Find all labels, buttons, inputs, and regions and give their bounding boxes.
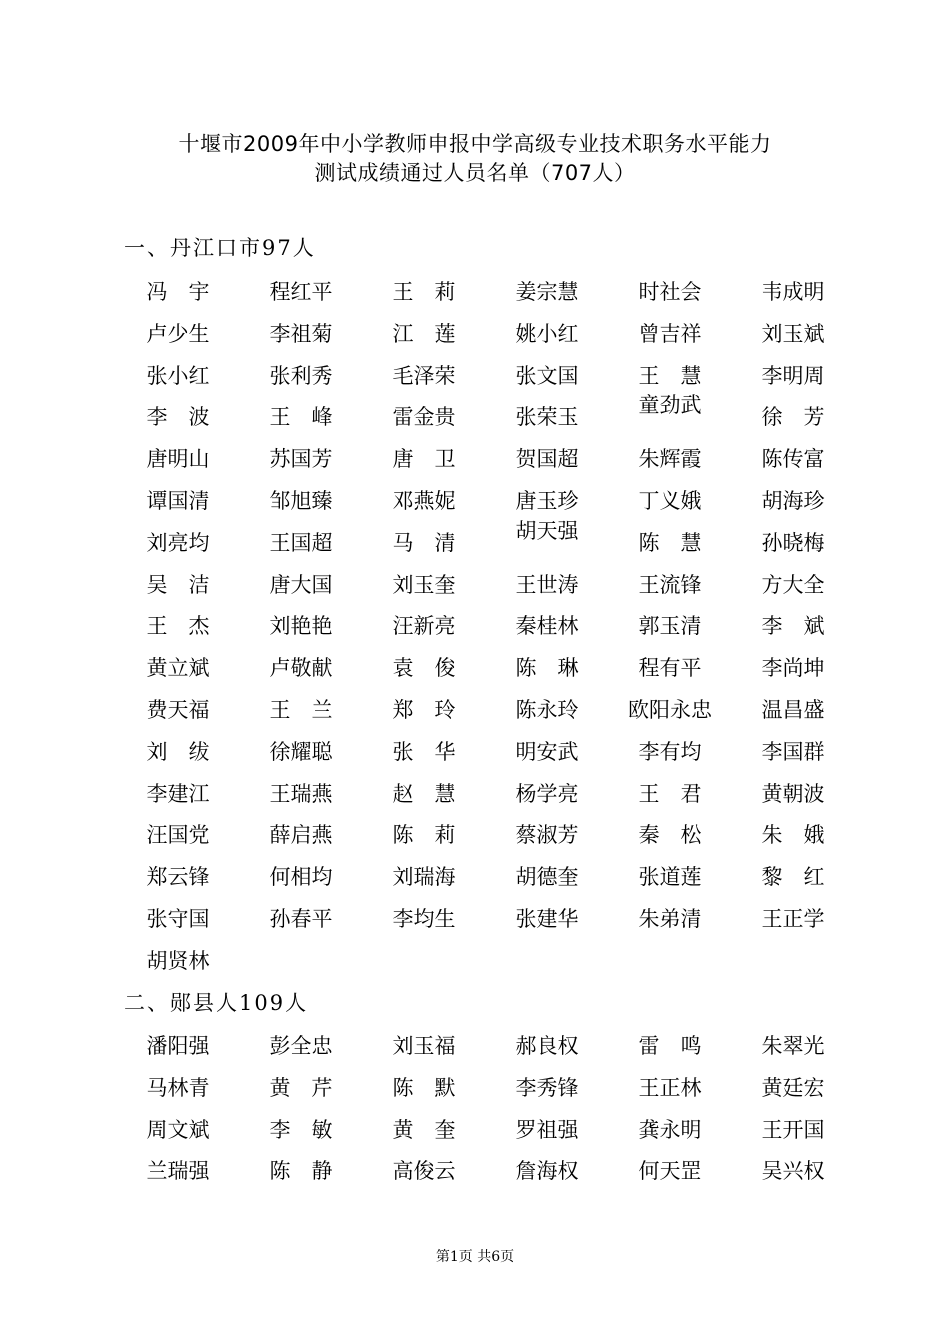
person-name: 王 慧 [638, 363, 702, 388]
person-name: 潘阳强 [146, 1034, 210, 1058]
person-name: 丁义娥 [638, 489, 702, 513]
person-name: 周文斌 [146, 1117, 210, 1142]
person-name: 詹海权 [515, 1159, 579, 1184]
person-name: 罗祖强 [515, 1117, 579, 1142]
section-heading-yunxian: 二、郧县人109人 [124, 991, 309, 1015]
person-name: 孙晓梅 [761, 530, 825, 555]
person-name: 谭国清 [146, 489, 210, 513]
person-name: 朱弟清 [638, 907, 702, 931]
person-name: 张文国 [515, 363, 579, 388]
person-name: 李明周 [761, 363, 825, 388]
person-name: 吴 洁 [146, 572, 210, 597]
person-name: 李国群 [761, 739, 825, 764]
person-name: 李 波 [146, 405, 210, 430]
person-name: 唐明山 [146, 447, 210, 472]
person-name: 张荣玉 [515, 405, 579, 430]
person-name: 朱辉霞 [638, 447, 702, 472]
person-name: 陈 莉 [392, 823, 456, 848]
person-name: 费天福 [146, 698, 210, 722]
person-name: 姜宗慧 [515, 280, 579, 304]
section-heading-danjiangkou: 一、丹江口市97人 [124, 236, 316, 260]
document-title-line-1: 十堰市2009年中小学教师申报中学高级专业技术职务水平能力 [178, 132, 772, 156]
person-name: 苏国芳 [269, 447, 333, 472]
person-name: 何相均 [269, 865, 333, 890]
person-name: 程红平 [269, 280, 333, 304]
person-name: 王 君 [638, 781, 702, 806]
person-name: 郑云锋 [146, 865, 210, 890]
person-name: 李 敏 [269, 1117, 333, 1142]
person-name: 童劲武 [638, 393, 702, 418]
person-name: 李有均 [638, 739, 702, 764]
person-name: 王 杰 [146, 614, 210, 639]
person-name: 邓燕妮 [392, 489, 456, 513]
person-name: 马 清 [392, 530, 456, 555]
person-name: 明安武 [515, 739, 579, 764]
person-name: 陈 默 [392, 1075, 456, 1100]
person-name: 刘 绂 [146, 739, 210, 764]
person-name: 王国超 [269, 530, 333, 555]
person-name: 徐 芳 [761, 405, 825, 430]
person-name: 王流锋 [638, 572, 702, 597]
person-name: 郑 玲 [392, 698, 456, 722]
person-name: 曾吉祥 [638, 321, 702, 346]
person-name: 黎 红 [761, 865, 825, 890]
person-name: 蔡淑芳 [515, 823, 579, 848]
person-name: 卢敬献 [269, 656, 333, 681]
person-name: 邹旭臻 [269, 489, 333, 513]
person-name: 唐 卫 [392, 447, 456, 472]
person-name: 贺国超 [515, 447, 579, 472]
person-name: 王 兰 [269, 698, 333, 722]
person-name: 朱翠光 [761, 1034, 825, 1058]
person-name: 陈 琳 [515, 656, 579, 681]
person-name: 时社会 [638, 280, 702, 304]
person-name: 张守国 [146, 907, 210, 931]
person-name: 雷金贵 [392, 405, 456, 430]
person-name: 吴兴权 [761, 1159, 825, 1184]
person-name: 唐大国 [269, 572, 333, 597]
person-name: 王 峰 [269, 405, 333, 430]
person-name: 胡海珍 [761, 489, 825, 513]
person-name: 汪国党 [146, 823, 210, 848]
person-name: 王 莉 [392, 280, 456, 304]
person-name: 胡天强 [515, 518, 579, 543]
person-name: 薛启燕 [269, 823, 333, 848]
person-name: 秦桂林 [515, 614, 579, 639]
person-name: 卢少生 [146, 321, 210, 346]
document-title-line-2: 测试成绩通过人员名单（707人） [314, 161, 636, 185]
person-name: 徐耀聪 [269, 739, 333, 764]
person-name: 刘玉斌 [761, 321, 825, 346]
person-name: 孙春平 [269, 907, 333, 931]
person-name: 王开国 [761, 1117, 825, 1142]
person-name: 黄 芹 [269, 1075, 333, 1100]
person-name: 刘玉福 [392, 1034, 456, 1058]
person-name: 李祖菊 [269, 321, 333, 346]
person-name: 黄 奎 [392, 1117, 456, 1142]
person-name: 陈传富 [761, 447, 825, 472]
person-name: 龚永明 [638, 1117, 702, 1142]
person-name: 黄立斌 [146, 656, 210, 681]
person-name: 何天罡 [638, 1159, 702, 1184]
person-name: 王瑞燕 [269, 781, 333, 806]
person-name: 雷 鸣 [638, 1034, 702, 1058]
person-name: 胡德奎 [515, 865, 579, 890]
person-name: 方大全 [761, 572, 825, 597]
person-name: 韦成明 [761, 280, 825, 304]
person-name: 朱 娥 [761, 823, 825, 848]
person-name: 刘亮均 [146, 530, 210, 555]
person-name: 江 莲 [392, 321, 456, 346]
person-name: 兰瑞强 [146, 1159, 210, 1184]
person-name: 汪新亮 [392, 614, 456, 639]
person-name: 刘玉奎 [392, 572, 456, 597]
person-name: 冯 宇 [146, 280, 210, 304]
person-name: 李尚坤 [761, 656, 825, 681]
person-name: 张 华 [392, 739, 456, 764]
person-name: 欧阳永忠 [628, 698, 712, 722]
person-name: 毛泽荣 [392, 363, 456, 388]
person-name: 李 斌 [761, 614, 825, 639]
person-name: 杨学亮 [515, 781, 579, 806]
person-name: 张小红 [146, 363, 210, 388]
person-name: 刘瑞海 [392, 865, 456, 890]
person-name: 袁 俊 [392, 656, 456, 681]
person-name: 程有平 [638, 656, 702, 681]
person-name: 郭玉清 [638, 614, 702, 639]
person-name: 张道莲 [638, 865, 702, 890]
person-name: 赵 慧 [392, 781, 456, 806]
person-name: 王正学 [761, 907, 825, 931]
person-name: 李秀锋 [515, 1075, 579, 1100]
person-name: 郝良权 [515, 1034, 579, 1058]
person-name: 陈 慧 [638, 530, 702, 555]
person-name: 彭全忠 [269, 1034, 333, 1058]
person-name: 李均生 [392, 907, 456, 931]
person-name: 秦 松 [638, 823, 702, 848]
person-name: 高俊云 [392, 1159, 456, 1184]
person-name: 李建江 [146, 781, 210, 806]
person-name: 王世涛 [515, 572, 579, 597]
person-name: 王正林 [638, 1075, 702, 1100]
person-name: 陈永玲 [515, 698, 579, 722]
person-name: 张利秀 [269, 363, 333, 388]
person-name: 黄朝波 [761, 781, 825, 806]
person-name: 刘艳艳 [269, 614, 333, 639]
person-name: 黄廷宏 [761, 1075, 825, 1100]
page-footer: 第1页 共6页 [435, 1249, 515, 1265]
person-name: 胡贤林 [146, 948, 210, 973]
person-name: 马林青 [146, 1075, 210, 1100]
person-name: 温昌盛 [761, 698, 825, 722]
person-name: 唐玉珍 [515, 489, 579, 513]
person-name: 陈 静 [269, 1159, 333, 1184]
person-name: 张建华 [515, 907, 579, 931]
person-name: 姚小红 [515, 321, 579, 346]
